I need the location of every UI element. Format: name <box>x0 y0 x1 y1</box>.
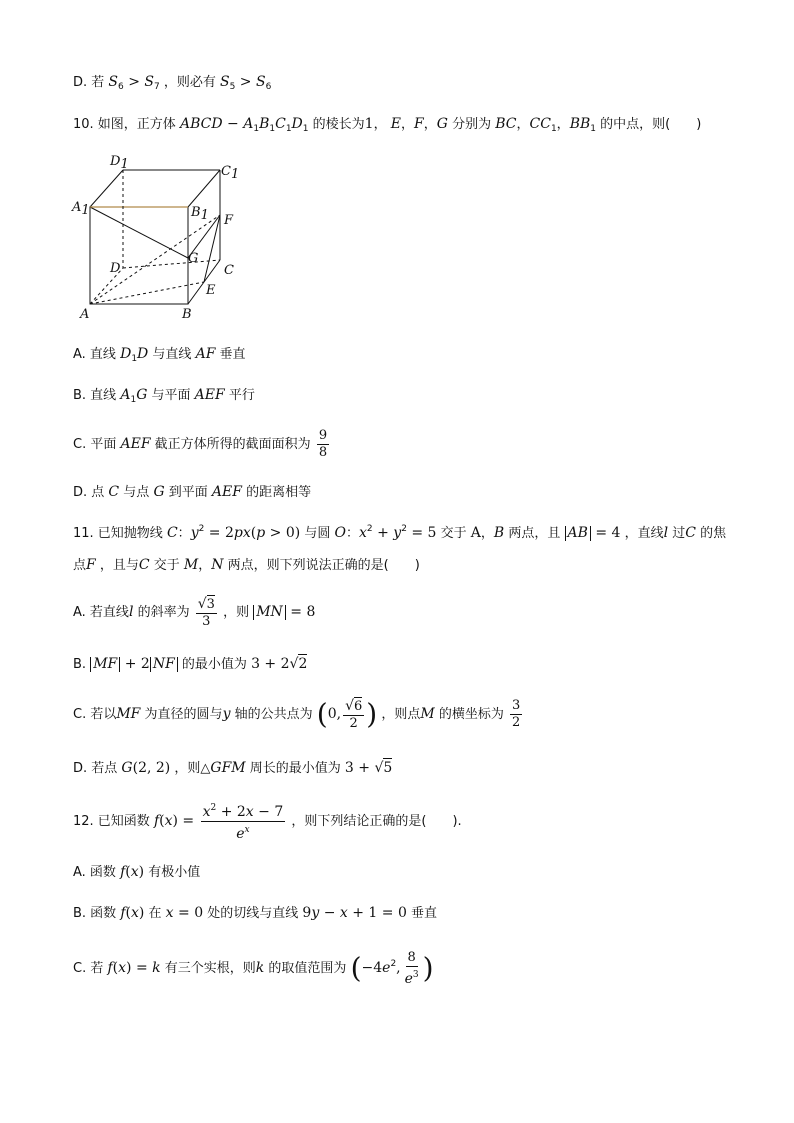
hidden-segment-af <box>90 215 220 304</box>
label-f: F <box>224 213 234 228</box>
hidden-edge-dc <box>123 260 220 268</box>
q10-option-c: C. 平面 AEF 截正方体所得的截面面积为 $\frac{9}{8}$ <box>73 428 328 460</box>
cube-figure <box>68 150 248 325</box>
q10-stem: 10. 如图，正方体 ABCD − $A_1B_1C_1D_1$ 的棱长为1， E，F，G 分别为 BC，$CC_1$，$BB_1$ 的中点，则( ) <box>73 116 702 134</box>
q11-stem-line2: 点F ，且与C 交于 M，N 两点，则下列说法正确的是( ) <box>73 557 420 573</box>
label-a1: A1 <box>72 200 90 218</box>
q11-option-b: B. MF + 2 NF 的最小值为 3 + 2√2 <box>73 656 308 672</box>
q11-option-c: C. 若以MF 为直径的圆与y 轴的公共点为 (0, $\frac{√6}{2}$ ) ，则点M 的横坐标为 $\frac{3}{2}$ <box>73 697 521 731</box>
fraction-sqrt3-over-3: $\frac{√3}{3}$ <box>197 595 215 629</box>
label-c1: C1 <box>221 164 240 182</box>
label-g: G <box>188 251 199 266</box>
label-c: C <box>224 263 234 278</box>
label-a: A <box>80 307 90 322</box>
option-label: D. 若 <box>73 75 105 90</box>
question-number: 10. 如图，正方体 <box>73 117 176 132</box>
fraction-fx: $\frac{x^2 + 2x - 7}{e^x}$ <box>201 800 286 843</box>
option-text: ，则必有 <box>163 75 216 90</box>
segment-a1g <box>90 207 188 258</box>
fraction: $\frac{9}{8}$ <box>318 428 328 460</box>
q11-stem-line1: 11. 已知抛物线 C：$y^2 = 2px(p > 0)$ 与圆 O：$x^2 + y^2 = 5$ 交于 A，B 两点，且 AB = 4 ，直线l 过C 的焦 <box>73 524 727 541</box>
label-e: E <box>206 283 216 298</box>
q12-stem: 12. 已知函数 f(x) = $\frac{x^2 + 2x - 7}{e^x}$ ，则下列结论正确的是( ). <box>73 800 462 843</box>
q10-option-a: A. 直线 $D_1D$ 与直线 AF 垂直 <box>73 346 246 364</box>
q12-option-c: C. 若 f(x) = k 有三个实根，则k 的取值范围为 ($-4e^2$, $\frac{8}{e^3}$ ) <box>73 949 434 987</box>
label-d1: D1 <box>110 154 129 172</box>
q10-option-d: D. 点 C 与点 G 到平面 AEF 的距离相等 <box>73 484 312 500</box>
q11-option-d: D. 若点 G(2, 2) ，则△GFM 周长的最小值为 3 + √5 <box>73 760 393 776</box>
label-b: B <box>182 307 192 322</box>
front-face <box>90 207 188 304</box>
q9-option-d: D. 若 $S_6 > S_7$ ，则必有 $S_5 > S_6$ <box>73 74 272 92</box>
edge-a1d1 <box>90 170 123 207</box>
label-b1: B1 <box>191 205 209 223</box>
label-d: D <box>110 261 121 276</box>
q12-option-a: A. 函数 f(x) 有极小值 <box>73 864 201 880</box>
q10-option-b: B. 直线 $A_1G$ 与平面 AEF 平行 <box>73 387 255 405</box>
q11-option-a: A. 若直线l 的斜率为 $\frac{√3}{3}$ ，则 MN = 8 <box>73 595 316 629</box>
q12-option-b: B. 函数 f(x) 在 x = 0 处的切线与直线 9y − x + 1 = 0 垂直 <box>73 905 438 921</box>
edge-b1c1 <box>188 170 220 207</box>
